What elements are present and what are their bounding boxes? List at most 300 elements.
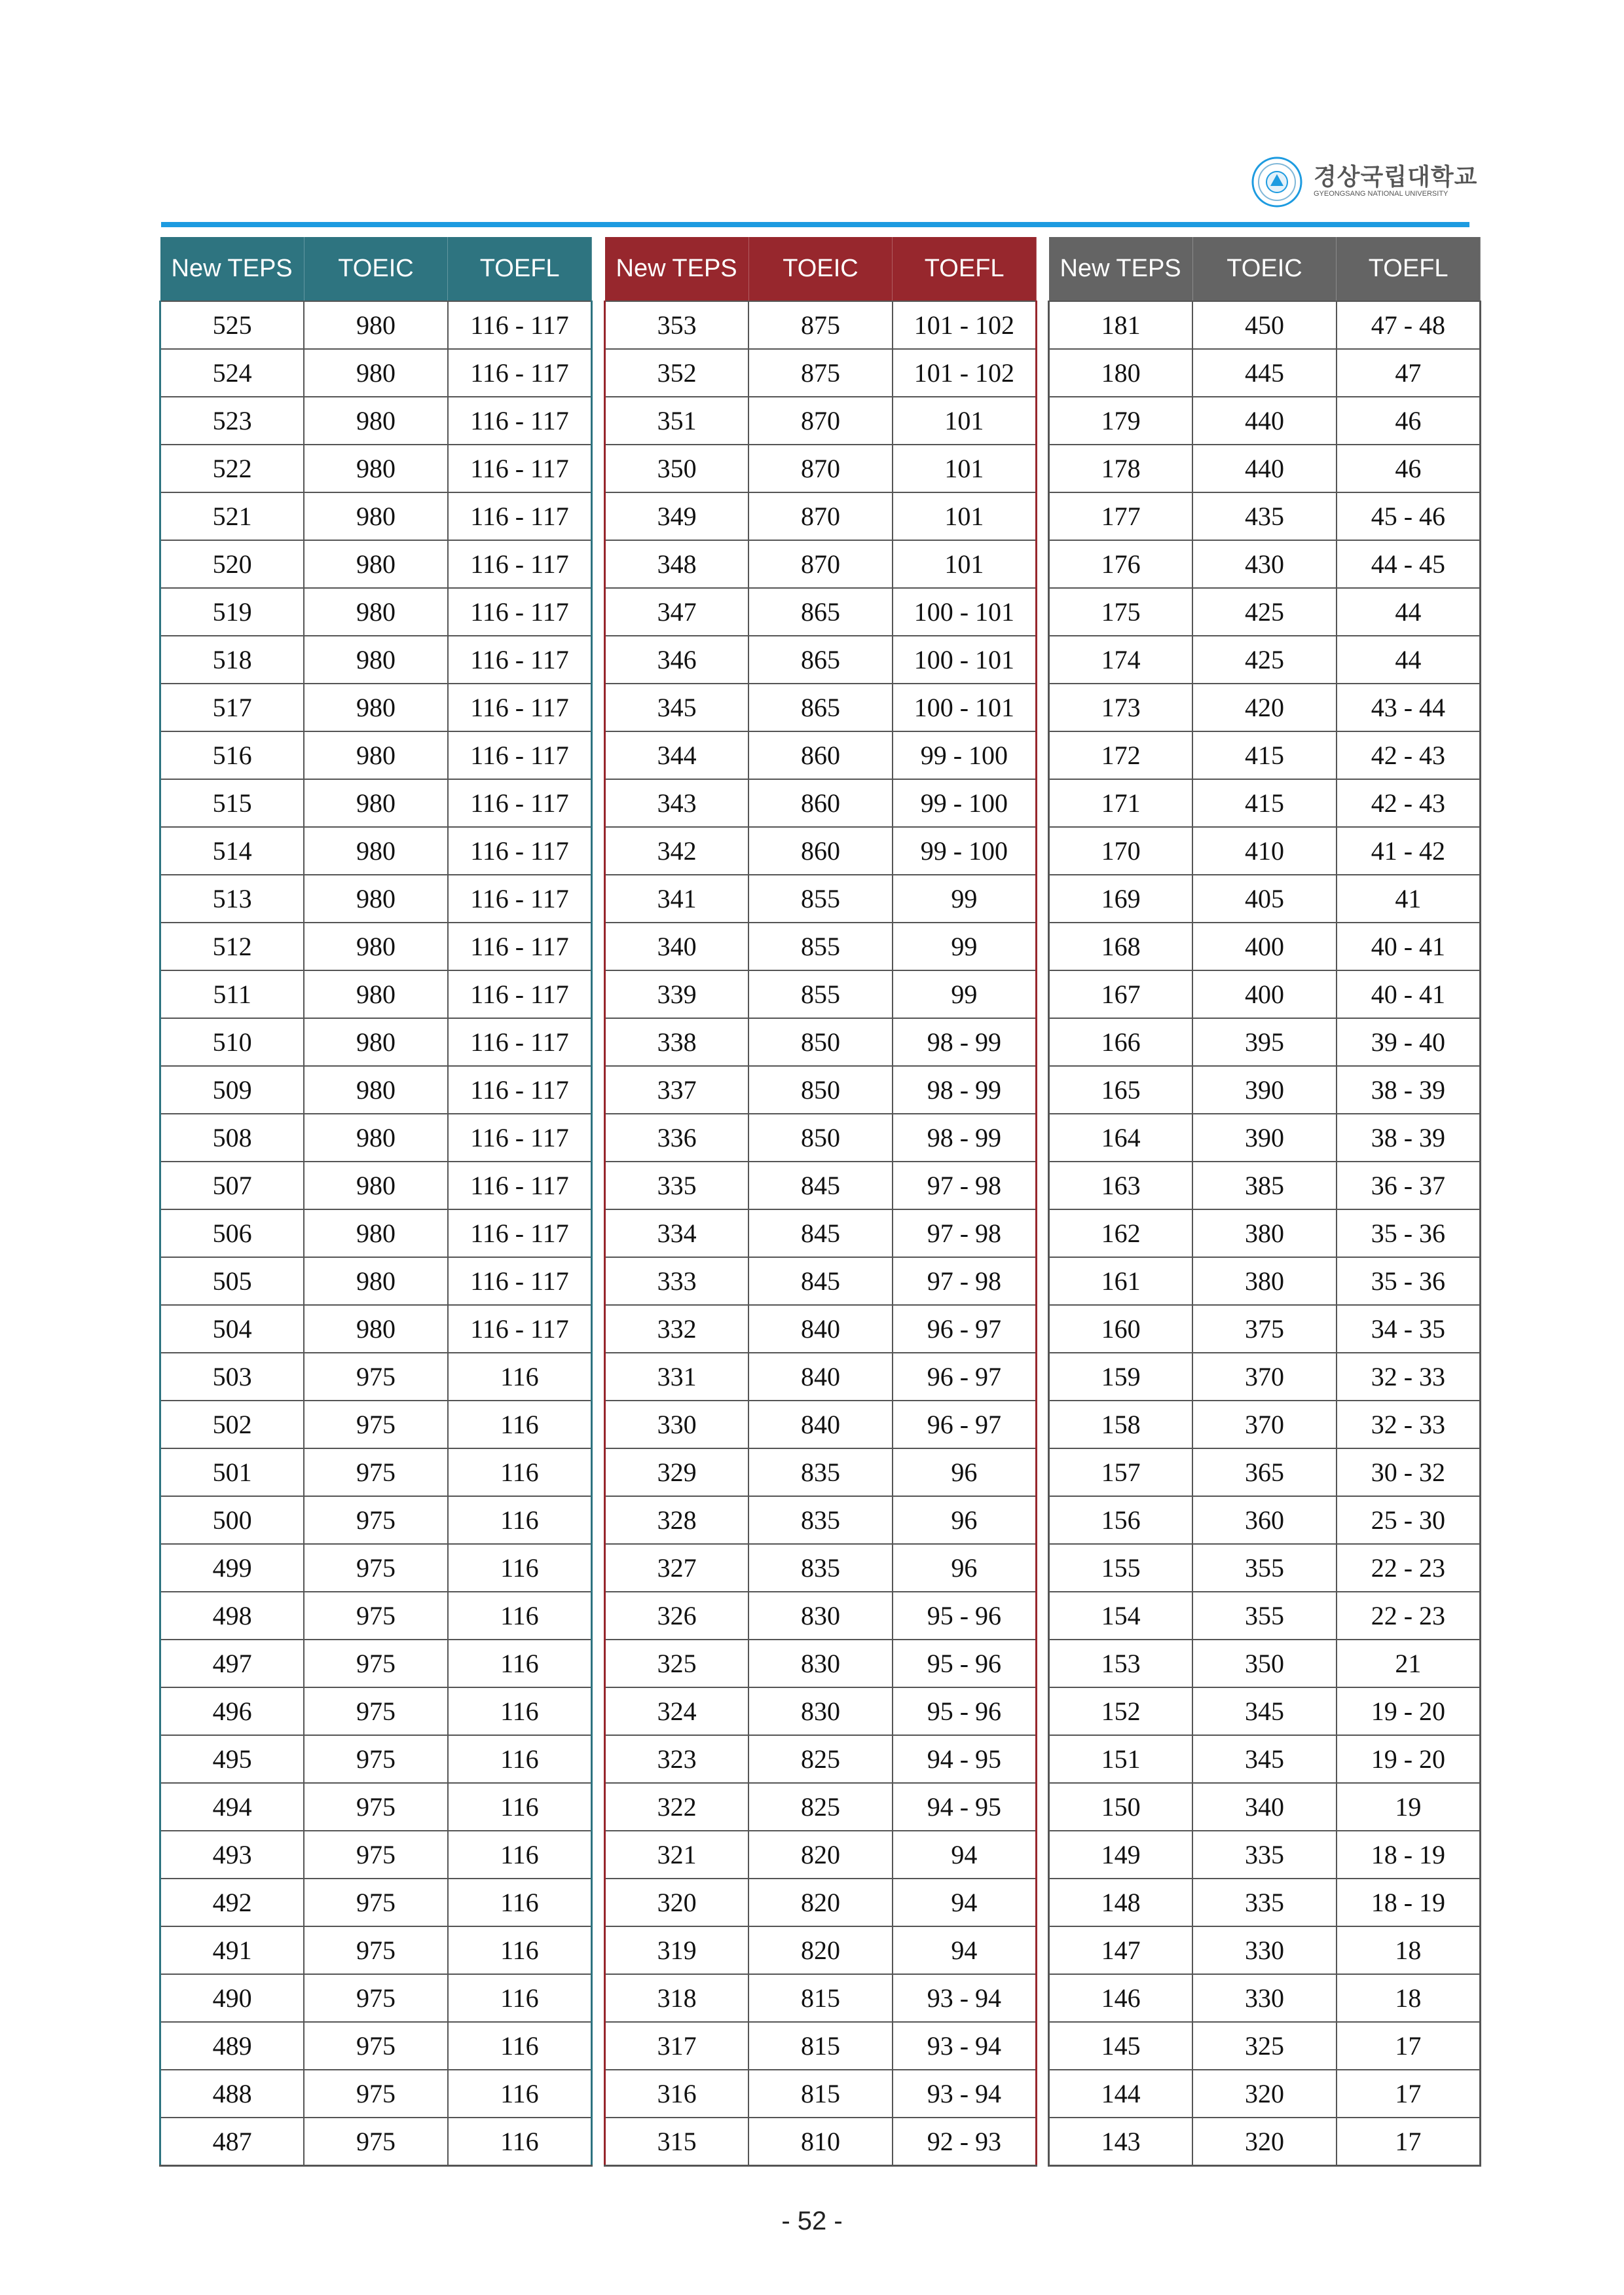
- table-cell: 100 - 101: [893, 684, 1037, 731]
- table-cell: 40 - 41: [1337, 923, 1481, 970]
- table-row: [160, 1783, 592, 1831]
- table-cell: 400: [1192, 923, 1337, 970]
- table-row: [160, 588, 592, 636]
- table-cell: 32 - 33: [1337, 1353, 1481, 1401]
- table-cell: 156: [1049, 1496, 1193, 1544]
- table-cell: 340: [1192, 1783, 1337, 1831]
- table-cell: 850: [748, 1114, 893, 1162]
- table-cell: 96: [893, 1544, 1037, 1592]
- table-cell: 116: [448, 2022, 592, 2070]
- table-cell: 337: [605, 1066, 749, 1114]
- table-cell: 347: [605, 588, 749, 636]
- table-cell: 870: [748, 397, 893, 445]
- table-cell: 505: [160, 1257, 304, 1305]
- table-cell: 17: [1337, 2070, 1481, 2118]
- table-row: [160, 1257, 592, 1305]
- university-seal-icon: [1251, 156, 1303, 208]
- table-cell: 331: [605, 1353, 749, 1401]
- table-cell: 390: [1192, 1114, 1337, 1162]
- table-cell: 116 - 117: [448, 1018, 592, 1066]
- table-row: [160, 2118, 592, 2166]
- table-cell: 169: [1049, 875, 1193, 923]
- table-row: [160, 397, 592, 445]
- table-cell: 21: [1337, 1640, 1481, 1687]
- table-cell: 18: [1337, 1974, 1481, 2022]
- table-cell: 95 - 96: [893, 1640, 1037, 1687]
- table-cell: 143: [1049, 2118, 1193, 2166]
- table-cell: 503: [160, 1353, 304, 1401]
- table-row: [605, 875, 1037, 923]
- table-cell: 116: [448, 1448, 592, 1496]
- table-cell: 116: [448, 1544, 592, 1592]
- table-cell: 93 - 94: [893, 1974, 1037, 2022]
- table-row: [1049, 827, 1481, 875]
- table-cell: 506: [160, 1209, 304, 1257]
- table-row: [605, 588, 1037, 636]
- table-row: [160, 1879, 592, 1926]
- table-cell: 146: [1049, 1974, 1193, 2022]
- table-cell: 335: [1192, 1879, 1337, 1926]
- table-cell: 975: [304, 1735, 448, 1783]
- table-row: [1049, 1783, 1481, 1831]
- table-cell: 101: [893, 397, 1037, 445]
- table-cell: 175: [1049, 588, 1193, 636]
- table-cell: 144: [1049, 2070, 1193, 2118]
- table-row: [160, 1592, 592, 1640]
- table-cell: 116 - 117: [448, 588, 592, 636]
- table-row: [160, 731, 592, 779]
- table-cell: 820: [748, 1926, 893, 1974]
- table-row: [605, 1305, 1037, 1353]
- table-cell: 38 - 39: [1337, 1066, 1481, 1114]
- table-cell: 507: [160, 1162, 304, 1209]
- table-cell: 835: [748, 1448, 893, 1496]
- table-cell: 101: [893, 445, 1037, 492]
- table-row: [160, 492, 592, 540]
- table-row: [605, 970, 1037, 1018]
- table-cell: 322: [605, 1783, 749, 1831]
- table-cell: 523: [160, 397, 304, 445]
- table-cell: 335: [605, 1162, 749, 1209]
- table-cell: 179: [1049, 397, 1193, 445]
- table-cell: 94: [893, 1831, 1037, 1879]
- table-cell: 519: [160, 588, 304, 636]
- table-cell: 980: [304, 1066, 448, 1114]
- table-cell: 840: [748, 1305, 893, 1353]
- table-cell: 148: [1049, 1879, 1193, 1926]
- table-cell: 99 - 100: [893, 827, 1037, 875]
- table-cell: 116: [448, 1401, 592, 1448]
- table-row: [605, 492, 1037, 540]
- table-cell: 855: [748, 923, 893, 970]
- table-row: [605, 2022, 1037, 2070]
- table-row: [1049, 1353, 1481, 1401]
- table-cell: 395: [1192, 1018, 1337, 1066]
- table-cell: 525: [160, 301, 304, 349]
- table-cell: 975: [304, 2022, 448, 2070]
- table-cell: 19: [1337, 1783, 1481, 1831]
- table-cell: 96: [893, 1496, 1037, 1544]
- table-cell: 975: [304, 1592, 448, 1640]
- table-cell: 174: [1049, 636, 1193, 684]
- table-cell: 18 - 19: [1337, 1879, 1481, 1926]
- table-cell: 980: [304, 970, 448, 1018]
- table-cell: 116 - 117: [448, 875, 592, 923]
- table-row: [160, 1305, 592, 1353]
- logo-name-korean: 경상국립대학교: [1314, 164, 1478, 191]
- page-number: - 52 -: [781, 2207, 843, 2235]
- table-cell: 116: [448, 2118, 592, 2166]
- table-cell: 36 - 37: [1337, 1162, 1481, 1209]
- table-cell: 94: [893, 1879, 1037, 1926]
- table-cell: 97 - 98: [893, 1257, 1037, 1305]
- table-cell: 18 - 19: [1337, 1831, 1481, 1879]
- table-cell: 158: [1049, 1401, 1193, 1448]
- table-cell: 96 - 97: [893, 1401, 1037, 1448]
- table-cell: 855: [748, 875, 893, 923]
- table-cell: 116 - 117: [448, 1162, 592, 1209]
- table-cell: 34 - 35: [1337, 1305, 1481, 1353]
- table-cell: 176: [1049, 540, 1193, 588]
- table-cell: 47 - 48: [1337, 301, 1481, 349]
- table-cell: 342: [605, 827, 749, 875]
- table-cell: 98 - 99: [893, 1066, 1037, 1114]
- table-cell: 975: [304, 2070, 448, 2118]
- table-row: [1049, 1401, 1481, 1448]
- table-cell: 100 - 101: [893, 636, 1037, 684]
- table-cell: 321: [605, 1831, 749, 1879]
- table-cell: 116 - 117: [448, 349, 592, 397]
- table-cell: 116 - 117: [448, 636, 592, 684]
- table-cell: 32 - 33: [1337, 1401, 1481, 1448]
- table-cell: 116 - 117: [448, 492, 592, 540]
- table-cell: 440: [1192, 445, 1337, 492]
- table-cell: 96 - 97: [893, 1353, 1037, 1401]
- table-row: [1049, 684, 1481, 731]
- table-row: [605, 1401, 1037, 1448]
- table-cell: 116: [448, 1640, 592, 1687]
- table-row: [160, 301, 592, 349]
- table-cell: 116 - 117: [448, 1209, 592, 1257]
- table-cell: 487: [160, 2118, 304, 2166]
- table-row: [1049, 1687, 1481, 1735]
- table-cell: 160: [1049, 1305, 1193, 1353]
- table-cell: 830: [748, 1592, 893, 1640]
- table-cell: 975: [304, 1687, 448, 1735]
- table-cell: 493: [160, 1831, 304, 1879]
- table-cell: 101: [893, 492, 1037, 540]
- table-cell: 825: [748, 1783, 893, 1831]
- table-cell: 150: [1049, 1783, 1193, 1831]
- table-cell: 820: [748, 1831, 893, 1879]
- table-cell: 35 - 36: [1337, 1209, 1481, 1257]
- table-row: [160, 779, 592, 827]
- table-cell: 323: [605, 1735, 749, 1783]
- score-table-middle: [604, 237, 1037, 2167]
- table-cell: 116: [448, 1879, 592, 1926]
- table-row: [1049, 1926, 1481, 1974]
- table-cell: 320: [1192, 2070, 1337, 2118]
- table-cell: 815: [748, 2022, 893, 2070]
- column-header: TOEFL: [448, 237, 592, 301]
- table-cell: 318: [605, 1974, 749, 2022]
- table-cell: 497: [160, 1640, 304, 1687]
- table-cell: 425: [1192, 636, 1337, 684]
- table-cell: 40 - 41: [1337, 970, 1481, 1018]
- table-cell: 875: [748, 301, 893, 349]
- table-cell: 353: [605, 301, 749, 349]
- table-cell: 327: [605, 1544, 749, 1592]
- table-row: [160, 1974, 592, 2022]
- table-cell: 44 - 45: [1337, 540, 1481, 588]
- table-cell: 45 - 46: [1337, 492, 1481, 540]
- table-cell: 870: [748, 540, 893, 588]
- table-cell: 116 - 117: [448, 923, 592, 970]
- table-row: [605, 1018, 1037, 1066]
- table-cell: 161: [1049, 1257, 1193, 1305]
- table-cell: 116 - 117: [448, 779, 592, 827]
- table-cell: 815: [748, 1974, 893, 2022]
- table-cell: 492: [160, 1879, 304, 1926]
- table-cell: 815: [748, 2070, 893, 2118]
- table-cell: 349: [605, 492, 749, 540]
- table-cell: 980: [304, 588, 448, 636]
- table-cell: 35 - 36: [1337, 1257, 1481, 1305]
- table-cell: 975: [304, 1401, 448, 1448]
- table-row: [160, 1687, 592, 1735]
- table-cell: 860: [748, 731, 893, 779]
- table-cell: 850: [748, 1018, 893, 1066]
- column-header: New TEPS: [605, 237, 749, 301]
- table-cell: 980: [304, 397, 448, 445]
- table-cell: 860: [748, 827, 893, 875]
- table-row: [605, 2070, 1037, 2118]
- table-cell: 345: [1192, 1687, 1337, 1735]
- table-cell: 820: [748, 1879, 893, 1926]
- table-row: [605, 1448, 1037, 1496]
- table-row: [605, 1114, 1037, 1162]
- table-cell: 375: [1192, 1305, 1337, 1353]
- table-row: [605, 731, 1037, 779]
- table-cell: 975: [304, 1879, 448, 1926]
- table-cell: 95 - 96: [893, 1592, 1037, 1640]
- table-header-row: [605, 237, 1037, 301]
- table-row: [1049, 540, 1481, 588]
- table-cell: 334: [605, 1209, 749, 1257]
- table-row: [1049, 731, 1481, 779]
- table-cell: 980: [304, 349, 448, 397]
- table-cell: 975: [304, 1926, 448, 1974]
- table-cell: 19 - 20: [1337, 1687, 1481, 1735]
- table-cell: 333: [605, 1257, 749, 1305]
- table-cell: 865: [748, 684, 893, 731]
- table-cell: 320: [1192, 2118, 1337, 2166]
- table-cell: 172: [1049, 731, 1193, 779]
- table-cell: 980: [304, 636, 448, 684]
- table-cell: 980: [304, 779, 448, 827]
- table-cell: 116 - 117: [448, 1257, 592, 1305]
- table-cell: 116: [448, 1687, 592, 1735]
- table-row: [605, 923, 1037, 970]
- table-cell: 450: [1192, 301, 1337, 349]
- table-row: [1049, 1448, 1481, 1496]
- table-cell: 855: [748, 970, 893, 1018]
- table-row: [605, 349, 1037, 397]
- table-cell: 520: [160, 540, 304, 588]
- table-cell: 22 - 23: [1337, 1544, 1481, 1592]
- table-cell: 348: [605, 540, 749, 588]
- table-row: [605, 1209, 1037, 1257]
- table-row: [605, 540, 1037, 588]
- table-cell: 99 - 100: [893, 731, 1037, 779]
- table-row: [160, 1066, 592, 1114]
- table-row: [605, 1544, 1037, 1592]
- table-cell: 94 - 95: [893, 1783, 1037, 1831]
- table-cell: 504: [160, 1305, 304, 1353]
- table-row: [160, 445, 592, 492]
- table-cell: 19 - 20: [1337, 1735, 1481, 1783]
- table-cell: 488: [160, 2070, 304, 2118]
- table-cell: 154: [1049, 1592, 1193, 1640]
- table-cell: 380: [1192, 1257, 1337, 1305]
- table-cell: 151: [1049, 1735, 1193, 1783]
- table-row: [1049, 1640, 1481, 1687]
- table-row: [1049, 1066, 1481, 1114]
- table-cell: 324: [605, 1687, 749, 1735]
- table-cell: 328: [605, 1496, 749, 1544]
- table-cell: 116: [448, 1353, 592, 1401]
- table-cell: 435: [1192, 492, 1337, 540]
- table-cell: 875: [748, 349, 893, 397]
- table-cell: 116 - 117: [448, 970, 592, 1018]
- table-row: [1049, 1257, 1481, 1305]
- table-row: [605, 1257, 1037, 1305]
- table-row: [1049, 1974, 1481, 2022]
- table-row: [1049, 2022, 1481, 2070]
- table-cell: 975: [304, 1448, 448, 1496]
- table-cell: 92 - 93: [893, 2118, 1037, 2166]
- table-cell: 420: [1192, 684, 1337, 731]
- table-cell: 46: [1337, 445, 1481, 492]
- table-cell: 510: [160, 1018, 304, 1066]
- table-cell: 98 - 99: [893, 1018, 1037, 1066]
- table-row: [1049, 779, 1481, 827]
- table-cell: 46: [1337, 397, 1481, 445]
- table-cell: 163: [1049, 1162, 1193, 1209]
- table-cell: 17: [1337, 2022, 1481, 2070]
- table-row: [160, 875, 592, 923]
- table-cell: 346: [605, 636, 749, 684]
- table-cell: 830: [748, 1687, 893, 1735]
- table-cell: 320: [605, 1879, 749, 1926]
- table-cell: 980: [304, 445, 448, 492]
- table-cell: 835: [748, 1496, 893, 1544]
- table-cell: 116 - 117: [448, 731, 592, 779]
- table-cell: 171: [1049, 779, 1193, 827]
- table-cell: 840: [748, 1401, 893, 1448]
- table-cell: 517: [160, 684, 304, 731]
- table-cell: 44: [1337, 588, 1481, 636]
- table-cell: 980: [304, 731, 448, 779]
- table-cell: 518: [160, 636, 304, 684]
- table-cell: 97 - 98: [893, 1162, 1037, 1209]
- table-cell: 385: [1192, 1162, 1337, 1209]
- table-cell: 870: [748, 492, 893, 540]
- table-row: [605, 2118, 1037, 2166]
- table-row: [605, 1735, 1037, 1783]
- table-cell: 508: [160, 1114, 304, 1162]
- table-cell: 180: [1049, 349, 1193, 397]
- table-cell: 177: [1049, 492, 1193, 540]
- table-row: [160, 1926, 592, 1974]
- table-cell: 499: [160, 1544, 304, 1592]
- table-cell: 850: [748, 1066, 893, 1114]
- table-cell: 152: [1049, 1687, 1193, 1735]
- table-cell: 170: [1049, 827, 1193, 875]
- table-row: [605, 1783, 1037, 1831]
- table-cell: 341: [605, 875, 749, 923]
- table-row: [160, 1735, 592, 1783]
- table-row: [160, 1162, 592, 1209]
- table-row: [605, 1353, 1037, 1401]
- table-cell: 39 - 40: [1337, 1018, 1481, 1066]
- table-cell: 178: [1049, 445, 1193, 492]
- table-row: [1049, 1018, 1481, 1066]
- table-cell: 840: [748, 1353, 893, 1401]
- table-cell: 330: [1192, 1974, 1337, 2022]
- table-cell: 319: [605, 1926, 749, 1974]
- table-cell: 41 - 42: [1337, 827, 1481, 875]
- table-cell: 99: [893, 875, 1037, 923]
- table-cell: 116: [448, 1974, 592, 2022]
- table-cell: 365: [1192, 1448, 1337, 1496]
- table-header-row: [160, 237, 592, 301]
- table-cell: 370: [1192, 1401, 1337, 1448]
- table-cell: 440: [1192, 397, 1337, 445]
- table-cell: 495: [160, 1735, 304, 1783]
- table-cell: 116: [448, 1783, 592, 1831]
- header-rule: [161, 222, 1469, 227]
- table-cell: 96: [893, 1448, 1037, 1496]
- table-cell: 975: [304, 1640, 448, 1687]
- table-cell: 975: [304, 1353, 448, 1401]
- table-cell: 522: [160, 445, 304, 492]
- table-row: [160, 1018, 592, 1066]
- table-cell: 98 - 99: [893, 1114, 1037, 1162]
- table-cell: 502: [160, 1401, 304, 1448]
- table-cell: 149: [1049, 1831, 1193, 1879]
- table-cell: 980: [304, 301, 448, 349]
- table-cell: 162: [1049, 1209, 1193, 1257]
- table-row: [160, 2022, 592, 2070]
- table-row: [1049, 492, 1481, 540]
- table-row: [160, 2070, 592, 2118]
- table-cell: 338: [605, 1018, 749, 1066]
- table-row: [605, 1162, 1037, 1209]
- table-cell: 980: [304, 875, 448, 923]
- table-cell: 390: [1192, 1066, 1337, 1114]
- table-cell: 860: [748, 779, 893, 827]
- table-cell: 345: [605, 684, 749, 731]
- table-cell: 975: [304, 1974, 448, 2022]
- table-cell: 980: [304, 540, 448, 588]
- table-cell: 116: [448, 1831, 592, 1879]
- table-cell: 99 - 100: [893, 779, 1037, 827]
- table-row: [1049, 588, 1481, 636]
- column-header: TOEIC: [304, 237, 448, 301]
- table-cell: 980: [304, 1162, 448, 1209]
- table-cell: 870: [748, 445, 893, 492]
